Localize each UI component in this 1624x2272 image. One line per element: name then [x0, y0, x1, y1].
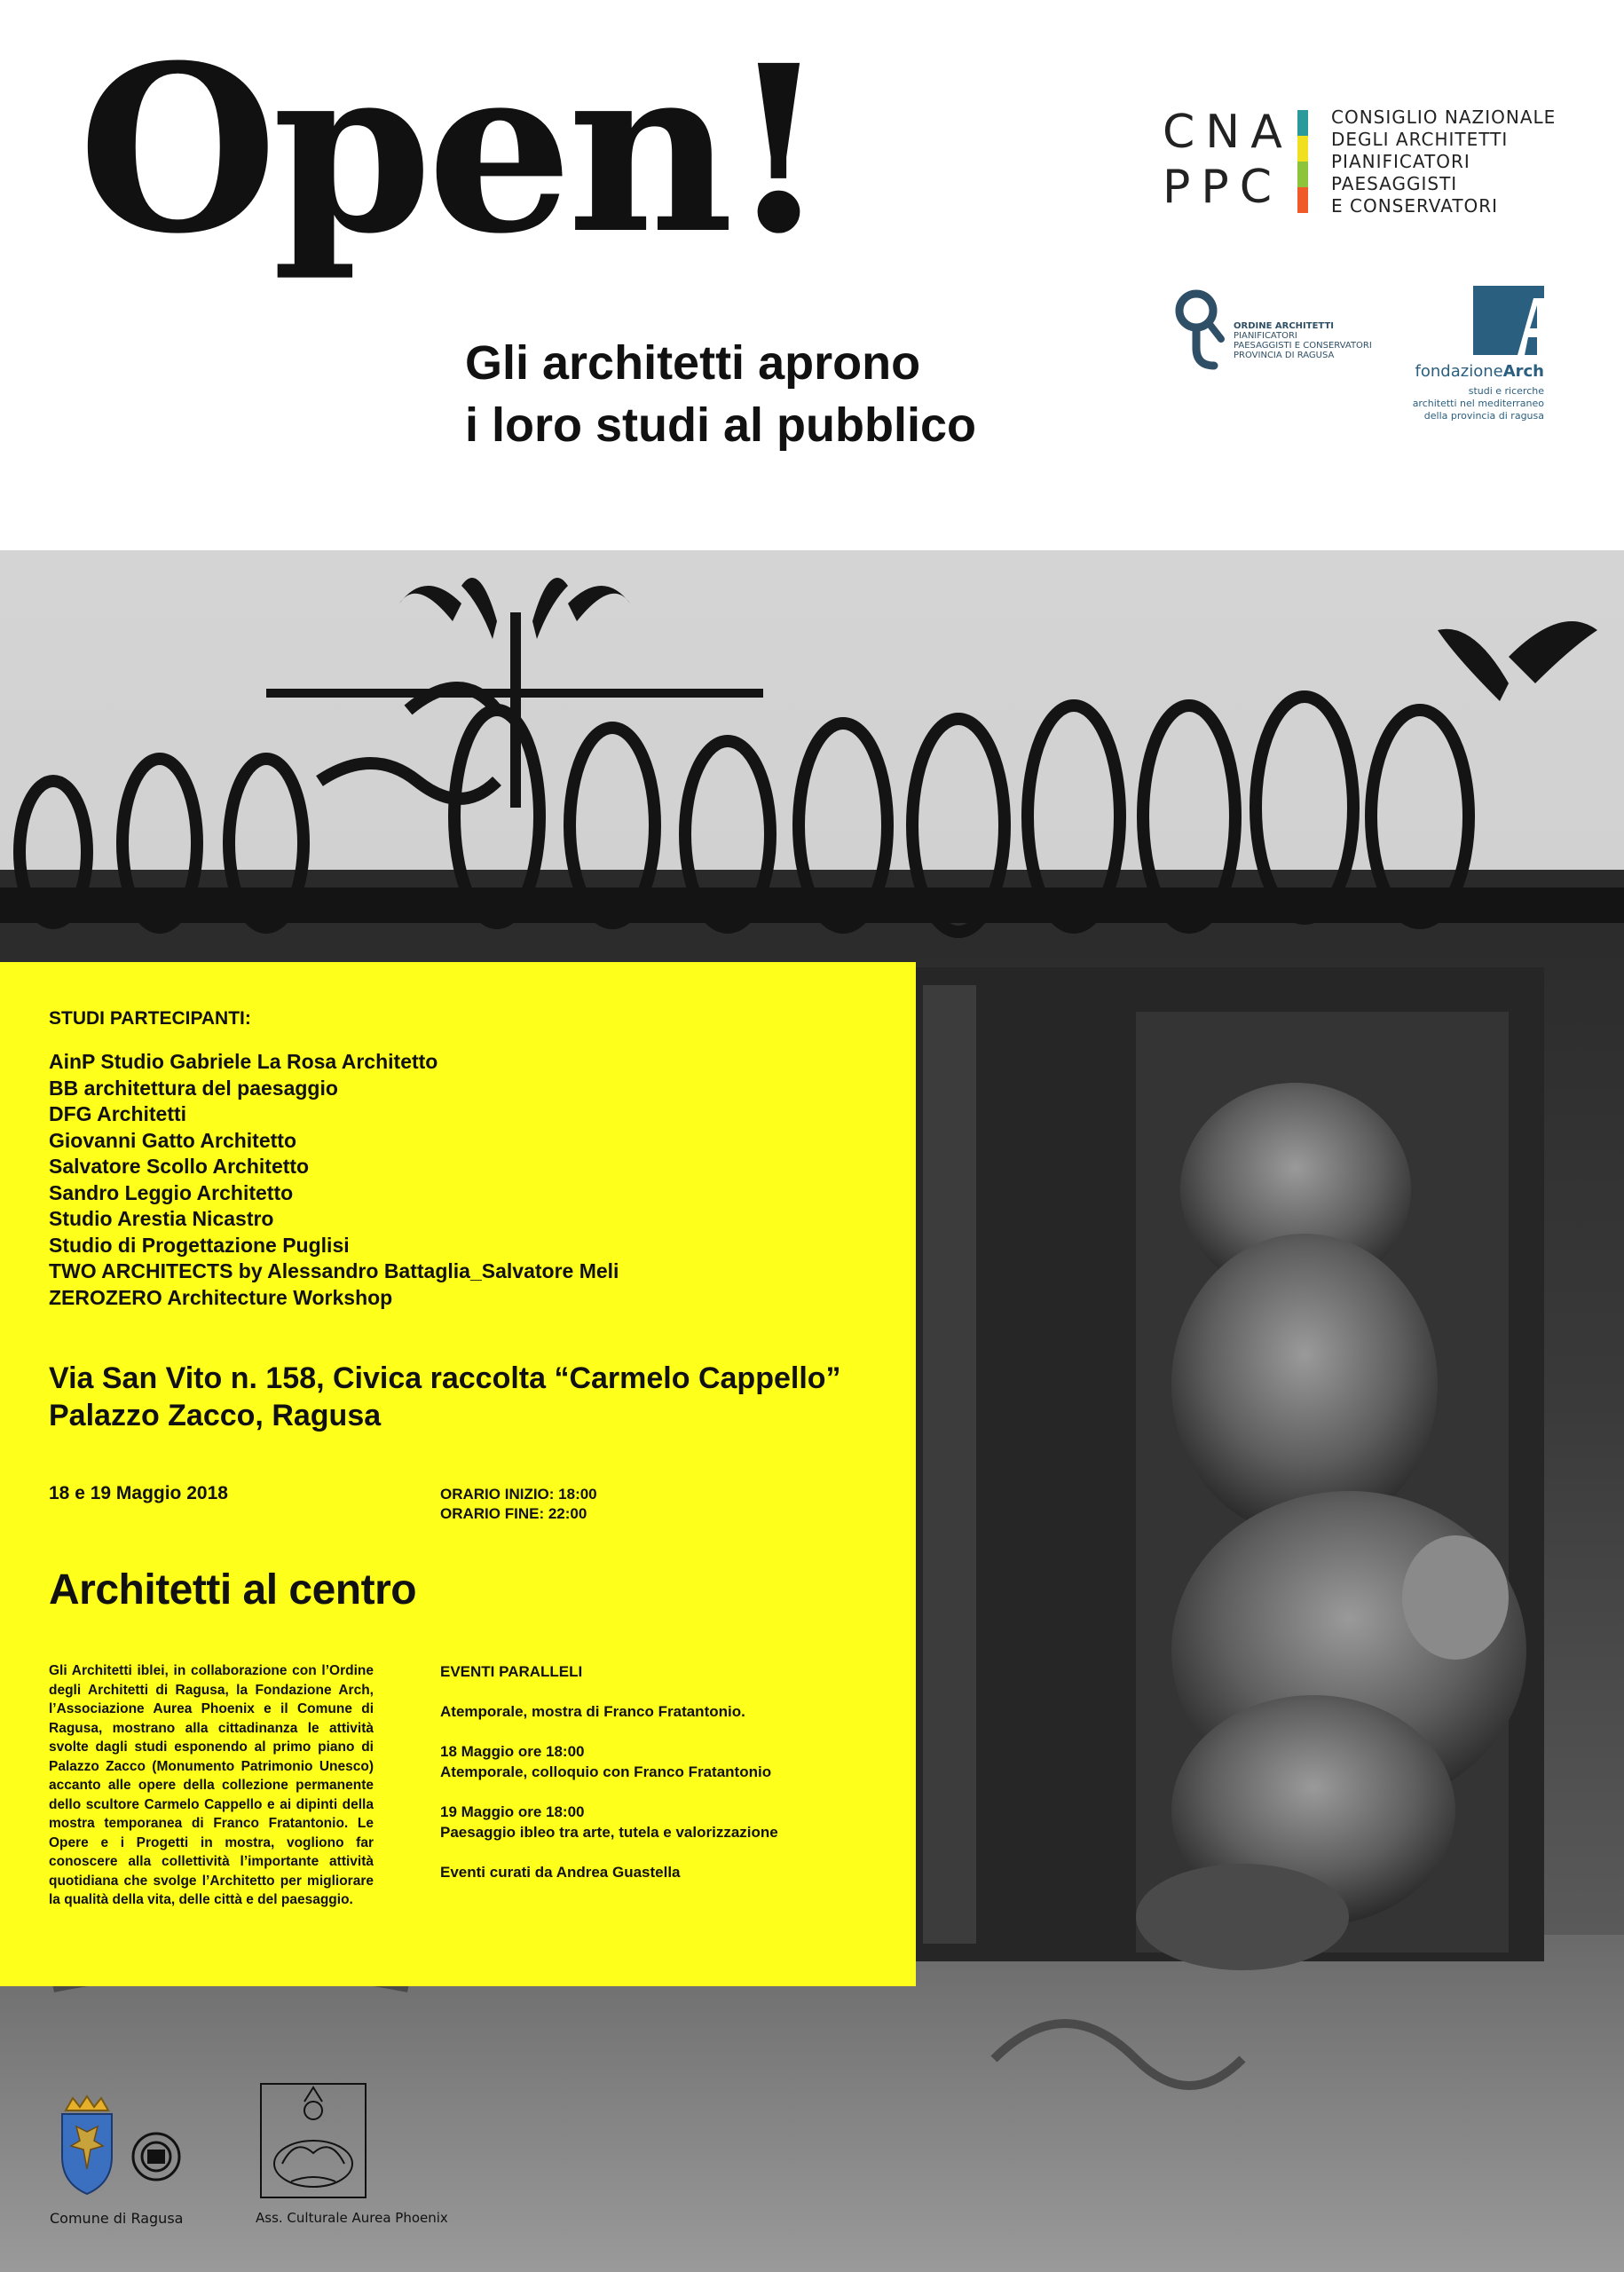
studio-item: DFG Architetti: [49, 1102, 187, 1125]
events-heading: EVENTI PARALLELI: [440, 1663, 583, 1680]
spacer: [440, 1722, 778, 1741]
event-line: Eventi curati da Andrea Guastella: [440, 1864, 681, 1881]
studio-item: AinP Studio Gabriele La Rosa Architetto: [49, 1050, 438, 1073]
cnappc-line: DEGLI ARCHITETTI: [1331, 129, 1509, 150]
subtitle-line: Gli architetti aprono: [465, 336, 921, 390]
hours-line: ORARIO INIZIO: 18:00: [440, 1486, 597, 1503]
fondazione-name-bold: Arch: [1502, 362, 1544, 381]
event-hours: [440, 1485, 597, 1524]
fondazione-tag-line: architetti nel mediterraneo: [1412, 398, 1544, 409]
studio-item: Giovanni Gatto Architetto: [49, 1128, 296, 1152]
event-line: 19 Maggio ore 18:00: [440, 1803, 585, 1820]
studios-heading: STUDI PARTECIPANTI:: [49, 1008, 251, 1029]
spacer: [440, 1842, 778, 1862]
fondazione-arch-mark-icon: [1473, 286, 1544, 355]
cnappc-line: PAESAGGISTI: [1331, 173, 1458, 194]
studio-item: Studio di Progettazione Puglisi: [49, 1233, 350, 1257]
phoenix-emblem-icon: [256, 2075, 371, 2204]
poster-header: [0, 0, 1624, 550]
comune-ragusa-logo: [50, 2094, 227, 2236]
fondazione-name-prefix: fondazione: [1415, 362, 1503, 381]
parallel-events: [440, 1661, 778, 1882]
phoenix-label: Ass. Culturale Aurea Phoenix: [256, 2210, 448, 2226]
fondazione-tag-line: studi e ricerche: [1468, 385, 1544, 397]
fondazione-arch-logo: [1400, 284, 1544, 426]
cnappc-letters-bottom: PPC: [1163, 161, 1283, 214]
cnappc-letters: [1163, 105, 1293, 215]
fondazione-tag-line: della provincia di ragusa: [1423, 410, 1544, 422]
cnappc-name: [1331, 106, 1556, 217]
event-date: 18 e 19 Maggio 2018: [49, 1483, 228, 1503]
color-bar-segment: [1297, 110, 1308, 136]
cnappc-line: E CONSERVATORI: [1331, 195, 1499, 217]
comune-label: Comune di Ragusa: [50, 2210, 184, 2227]
studio-item: BB architettura del paesaggio: [49, 1076, 338, 1100]
cnappc-letters-top: CNA: [1163, 106, 1293, 159]
poster-subtitle: [465, 332, 976, 456]
ordine-architetti-logo: [1170, 284, 1400, 382]
subtitle-line: i loro studi al pubblico: [465, 398, 976, 452]
ordine-line: PAESAGGISTI E CONSERVATORI: [1234, 341, 1372, 351]
description-paragraph: Gli Architetti iblei, in collaborazione con l’Ordine degli Architetti di Ragusa, la Fondazione Arch, l’Associazione Aurea Phoenix e il Comune di Ragusa, mostrano alla cittadinanza le attività svolte dagli studi esponendo al primo piano di Palazzo Zacco (Monumento Patrimonio Unesco) accanto alle opere della collezione permanente dello scultore Carmelo Cappello e ai dipinti della mostra temporanea di Franco Fratantonio. Le Opere e i Progetti in mostra, vogliono far conoscere alla collettività l’importante attività quotidiana che svolge l’Architetto per migliorare la qualità della vita, delle città e del paesaggio.: [49, 1663, 374, 1907]
partner-logos: [0, 2094, 1624, 2272]
cnappc-color-bar: [1297, 110, 1308, 213]
cnappc-line: PIANIFICATORI: [1331, 151, 1470, 172]
studio-item: ZEROZERO Architecture Workshop: [49, 1285, 393, 1309]
studio-item: Salvatore Scollo Architetto: [49, 1155, 310, 1178]
ordine-line: PIANIFICATORI: [1234, 331, 1297, 341]
address-line: Via San Vito n. 158, Civica raccolta “Carmelo Cappello”: [49, 1361, 841, 1395]
fondazione-tagline: [1413, 385, 1544, 422]
address-line: Palazzo Zacco, Ragusa: [49, 1399, 382, 1432]
event-line: Atemporale, mostra di Franco Fratantonio.: [440, 1703, 745, 1720]
section-title: Architetti al centro: [49, 1566, 417, 1613]
hours-line: ORARIO FINE: 22:00: [440, 1505, 587, 1522]
studio-item: Studio Arestia Nicastro: [49, 1207, 274, 1230]
poster-title: Open!: [78, 15, 824, 284]
event-line: Paesaggio ibleo tra arte, tutela e valorizzazione: [440, 1824, 778, 1841]
ordine-mark-icon: [1170, 284, 1232, 382]
comune-crest-icon: [50, 2094, 227, 2205]
cnappc-logo: [1163, 105, 1589, 220]
color-bar-segment: [1297, 187, 1308, 213]
studios-list: [49, 1049, 619, 1311]
event-line: Atemporale, colloquio con Franco Fratantonio: [440, 1763, 772, 1780]
studio-item: Sandro Leggio Architetto: [49, 1180, 294, 1204]
fondazione-name: [1415, 362, 1544, 381]
ordine-name: [1234, 321, 1372, 360]
ordine-line: ORDINE ARCHITETTI: [1234, 321, 1335, 331]
info-panel: [0, 962, 916, 1986]
aurea-phoenix-logo: [256, 2075, 469, 2244]
spacer: [440, 1782, 778, 1802]
ordine-line: PROVINCIA DI RAGUSA: [1234, 351, 1335, 360]
event-line: 18 Maggio ore 18:00: [440, 1743, 585, 1760]
color-bar-segment: [1297, 162, 1308, 187]
event-address: [49, 1360, 841, 1434]
cnappc-line: CONSIGLIO NAZIONALE: [1331, 106, 1557, 128]
color-bar-segment: [1297, 136, 1308, 162]
studio-item: TWO ARCHITECTS by Alessandro Battaglia_Salvatore Meli: [49, 1259, 619, 1282]
